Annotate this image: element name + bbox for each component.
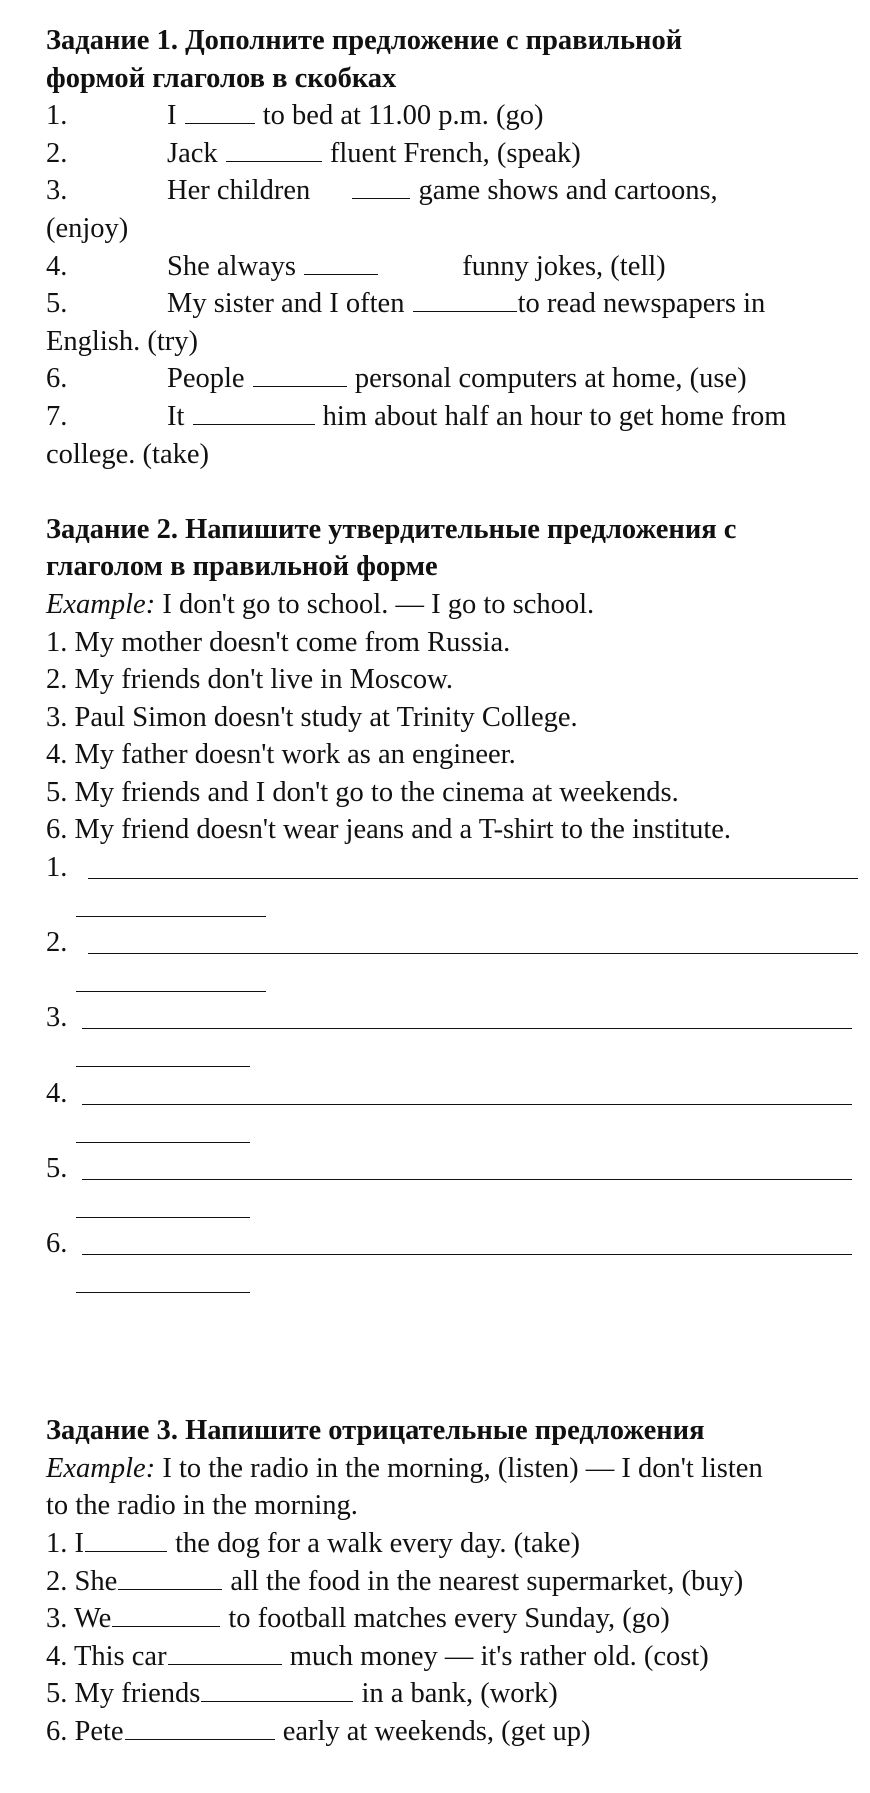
task1-item-4 (46, 248, 861, 286)
task1-item-7 (46, 398, 861, 436)
item-rest: to football matches every Sunday, (go) (228, 1603, 670, 1635)
item-subject: Her children (167, 175, 311, 207)
task1-item-1 (46, 97, 861, 135)
item-rest: in a bank, (work) (361, 1678, 558, 1710)
answer-line[interactable] (88, 878, 858, 879)
item-number: 1. (46, 100, 68, 132)
answer-blank[interactable] (253, 361, 347, 388)
answer-blank[interactable] (352, 173, 410, 200)
item-subject: 5. My friends (46, 1678, 201, 1710)
item-rest: funny jokes, (tell) (462, 250, 666, 282)
example-label: Example: (46, 1452, 156, 1484)
answer-blank[interactable] (125, 1713, 275, 1740)
task2-item-2: 2. My friends don't live in Moscow. (46, 664, 454, 696)
task2-answer-4 (46, 1075, 861, 1150)
task2-title-line2: глаголом в правильной форме (46, 551, 438, 583)
task2-title-line1: Задание 2. Напишите утвердительные предложения с (46, 513, 737, 545)
item-subject: People (167, 363, 245, 395)
task2-answer-3 (46, 999, 861, 1074)
answer-line[interactable] (82, 1254, 852, 1255)
answer-line[interactable] (82, 1028, 852, 1029)
task3-title: Задание 3. Напишите отрицательные предложения (46, 1415, 705, 1447)
task2-item-4: 4. My father doesn't work as an engineer. (46, 739, 516, 771)
item-subject: 1. I (46, 1527, 84, 1559)
answer-blank[interactable] (226, 135, 322, 162)
worksheet (46, 22, 861, 1751)
example-text: I to the radio in the morning, (listen) — I don't listen (155, 1452, 763, 1484)
item-number: 3. (46, 175, 68, 207)
answer-number: 5. (46, 1152, 68, 1184)
item-rest: early at weekends, (get up) (282, 1715, 591, 1747)
item-subject: Jack (167, 137, 218, 169)
item-rest: to read newspapers in (517, 288, 766, 320)
task1-item-3-continued: (enjoy) (46, 212, 129, 244)
item-subject: 6. Pete (46, 1715, 124, 1747)
task1-section (46, 22, 861, 473)
task2-answer-6 (46, 1225, 861, 1300)
item-subject: My sister and I often (167, 288, 405, 320)
answer-line[interactable] (82, 1104, 852, 1105)
item-number: 5. (46, 288, 68, 320)
answer-blank[interactable] (168, 1638, 282, 1665)
answer-blank[interactable] (85, 1525, 167, 1552)
answer-line-continued[interactable] (76, 1142, 250, 1143)
task3-item-4 (46, 1638, 861, 1676)
task2-example (46, 586, 861, 624)
task2-answer-1 (46, 849, 861, 924)
task1-title-line2: формой глаголов в скобках (46, 62, 397, 94)
item-rest: to bed at 11.00 p.m. (go) (262, 100, 544, 132)
item-rest: fluent French, (speak) (329, 137, 581, 169)
item-subject: I (167, 100, 177, 132)
answer-blank[interactable] (118, 1563, 222, 1590)
item-rest: all the food in the nearest supermarket, (buy) (230, 1565, 744, 1597)
task2-item-3: 3. Paul Simon doesn't study at Trinity College. (46, 701, 578, 733)
example-label: Example: (46, 588, 156, 620)
task3-item-1 (46, 1525, 861, 1563)
task1-title-line1: Задание 1. Дополните предложение с правильной (46, 25, 683, 56)
item-rest: much money — it's rather old. (cost) (289, 1640, 709, 1672)
task1-item-3 (46, 172, 861, 210)
task3-section (46, 1412, 861, 1750)
answer-blank[interactable] (304, 248, 378, 275)
item-number: 4. (46, 250, 68, 282)
task2-item-1: 1. My mother doesn't come from Russia. (46, 626, 511, 658)
item-subject: 4. This car (46, 1640, 167, 1672)
answer-number: 2. (46, 927, 68, 959)
answer-number: 6. (46, 1228, 68, 1259)
example-text: I don't go to school. — I go to school. (155, 588, 595, 620)
answer-blank[interactable] (413, 286, 517, 313)
task1-item-5-continued: English. (try) (46, 325, 198, 357)
answer-blank[interactable] (201, 1676, 353, 1703)
task1-item-2 (46, 135, 861, 173)
task3-example-line1 (46, 1450, 861, 1488)
answer-line[interactable] (88, 953, 858, 954)
answer-blank[interactable] (193, 398, 315, 425)
item-number: 6. (46, 363, 68, 395)
answer-line-continued[interactable] (76, 1292, 250, 1293)
task2-item-6: 6. My friend doesn't wear jeans and a T-shirt to the institute. (46, 814, 732, 846)
task1-item-6 (46, 360, 861, 398)
item-number: 7. (46, 400, 68, 432)
answer-line-continued[interactable] (76, 991, 266, 992)
answer-blank[interactable] (112, 1601, 220, 1628)
answer-number: 1. (46, 852, 68, 884)
answer-line-continued[interactable] (76, 1066, 250, 1067)
item-rest: the dog for a walk every day. (take) (175, 1527, 581, 1559)
item-subject: 2. She (46, 1565, 118, 1597)
answer-number: 4. (46, 1077, 68, 1109)
item-subject: It (167, 400, 185, 432)
item-rest: game shows and cartoons, (418, 175, 718, 207)
item-rest: personal computers at home, (use) (354, 363, 747, 395)
task3-item-2 (46, 1563, 861, 1601)
task2-answer-5 (46, 1150, 861, 1225)
task1-item-7-continued: college. (take) (46, 438, 209, 470)
task3-item-6 (46, 1713, 861, 1751)
task2-item-5: 5. My friends and I don't go to the cinema at weekends. (46, 776, 679, 808)
answer-blank[interactable] (185, 98, 255, 125)
answer-number: 3. (46, 1002, 68, 1034)
task2-answer-2 (46, 924, 861, 999)
task3-example-line2: to the radio in the morning. (46, 1490, 358, 1522)
item-subject: She always (167, 250, 297, 282)
item-rest: him about half an hour to get home from (322, 400, 787, 432)
answer-line-continued[interactable] (76, 1217, 250, 1218)
task2-section (46, 511, 861, 1300)
answer-line[interactable] (82, 1179, 852, 1180)
item-subject: 3. We (46, 1603, 112, 1635)
item-number: 2. (46, 137, 68, 169)
answer-line-continued[interactable] (76, 916, 266, 917)
task1-item-5 (46, 285, 861, 323)
task3-item-3 (46, 1600, 861, 1638)
task3-item-5 (46, 1675, 861, 1713)
